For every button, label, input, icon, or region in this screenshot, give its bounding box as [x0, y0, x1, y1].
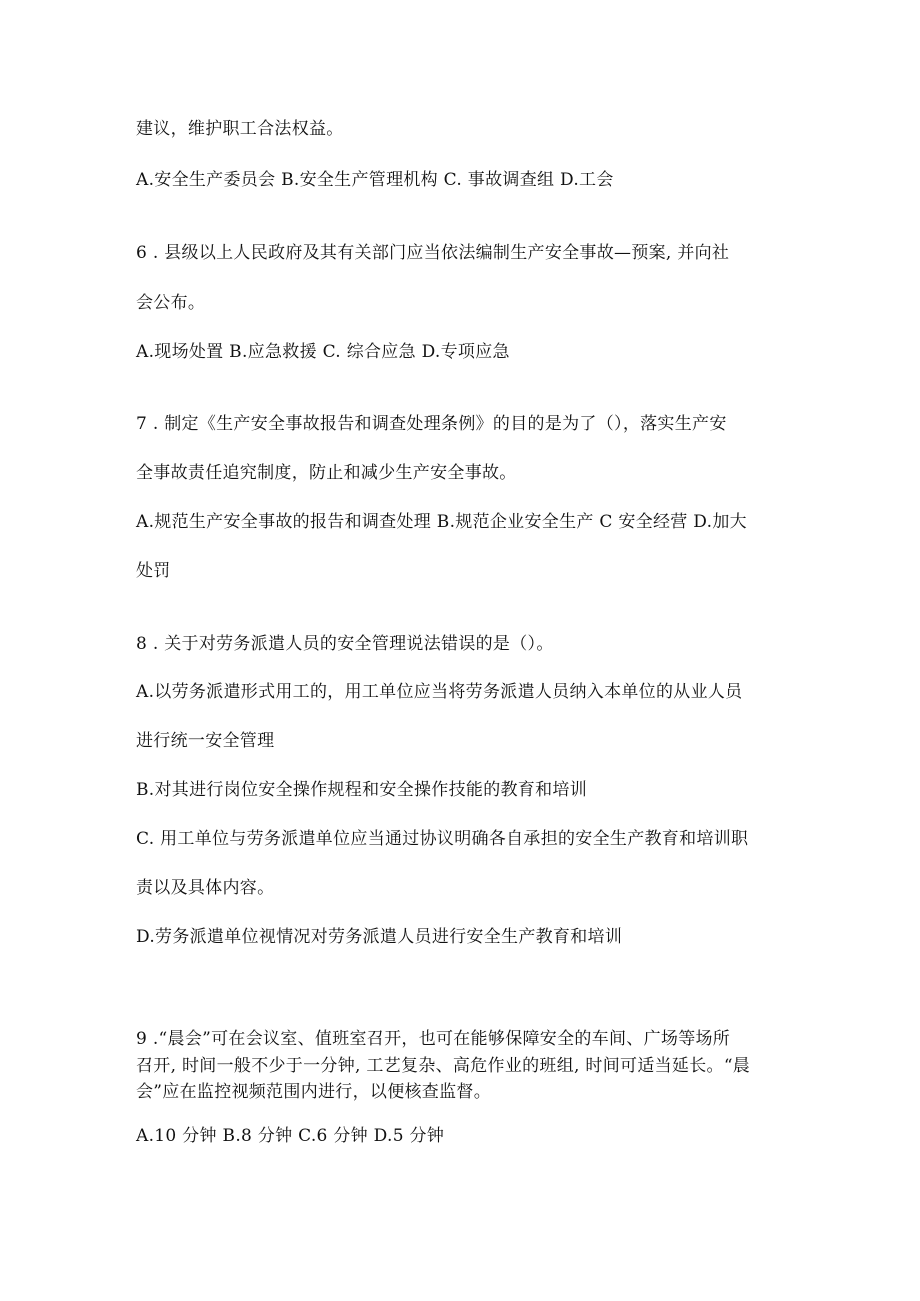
q8-option-a-continuation: 进行统一安全管理	[136, 731, 275, 751]
q7-stem: 7 . 制定《生产安全事故报告和调查处理条例》的目的是为了（），落实生产安	[136, 414, 727, 434]
q8-option-c-continuation: 责以及具体内容。	[136, 878, 275, 898]
q9-stem-line-2: 召开, 时间一般不少于一分钟, 工艺复杂、高危作业的班组, 时间可适当延长。“晨	[136, 1056, 751, 1076]
q8-option-a: A.以劳务派遣形式用工的，用工单位应当将劳务派遣人员纳入本单位的从业人员	[136, 682, 743, 702]
q5-options: A.安全生产委员会 B.安全生产管理机构 C. 事故调查组 D.工会	[136, 170, 614, 190]
q8-stem: 8 . 关于对劳务派遣人员的安全管理说法错误的是（）。	[136, 634, 554, 654]
q7-options-continuation: 处罚	[136, 561, 171, 581]
q6-stem: 6 . 县级以上人民政府及其有关部门应当依法编制生产安全事故—预案, 并向社	[136, 243, 730, 263]
q8-option-c: C. 用工单位与劳务派遣单位应当通过协议明确各自承担的安全生产教育和培训职	[136, 829, 749, 849]
q8-option-b: B.对其进行岗位安全操作规程和安全操作技能的教育和培训	[136, 780, 587, 800]
q9-stem: 9 .“晨会”可在会议室、值班室召开，也可在能够保障安全的车间、广场等场所	[136, 1029, 731, 1049]
q8-option-d: D.劳务派遣单位视情况对劳务派遣人员进行安全生产教育和培训	[136, 927, 623, 947]
q9-stem-line-3: 会”应在监控视频范围内进行，以便核查监督。	[136, 1082, 491, 1102]
q9-options: A.10 分钟 B.8 分钟 C.6 分钟 D.5 分钟	[136, 1126, 445, 1146]
q7-stem-continuation: 全事故责任追究制度，防止和减少生产安全事故。	[136, 463, 517, 483]
q7-options: A.规范生产安全事故的报告和调查处理 B.规范企业安全生产 C 安全经营 D.加大	[136, 512, 747, 532]
q6-options: A.现场处置 B.应急救援 C. 综合应急 D.专项应急	[136, 342, 510, 362]
q5-stem-continuation: 建议，维护职工合法权益。	[136, 119, 344, 139]
q6-stem-continuation: 会公布。	[136, 293, 206, 313]
